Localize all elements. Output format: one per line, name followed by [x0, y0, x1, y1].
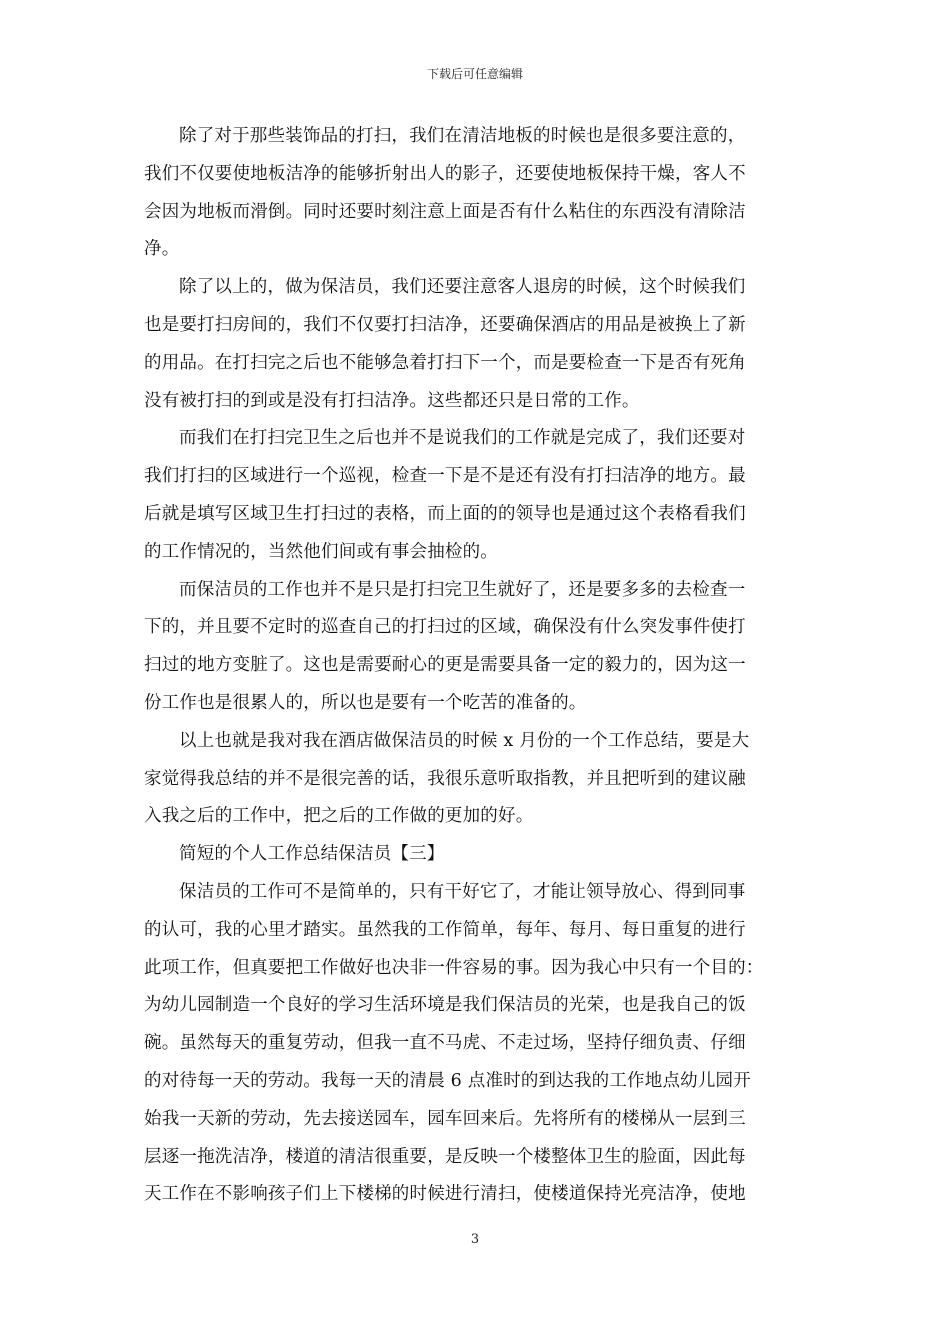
- paragraph-line: 保洁员的工作可不是简单的，只有干好它了，才能让领导放心、得到同事: [179, 881, 746, 902]
- paragraph-5: [144, 723, 810, 836]
- paragraph-line: 此项工作，但真要把工作做好也决非一件容易的事。因为我心中只有一个目的：: [144, 957, 764, 978]
- paragraph-line: 而保洁员的工作也并不是只是打扫完卫生就好了，还是要多多的去检查一: [179, 579, 746, 600]
- paragraph-line: 下的，并且要不定时的巡查自己的打扫过的区域，确保没有什么突发事件使打: [144, 617, 746, 638]
- paragraph-2: [144, 269, 810, 420]
- paragraph-line: 除了对于那些装饰品的打扫，我们在清洁地板的时候也是很多要注意的，: [179, 126, 746, 146]
- paragraph-line: 天工作在不影响孩子们上下楼梯的时候进行清扫，使楼道保持光亮洁净，使地: [144, 1184, 746, 1205]
- paragraph-line: 我们不仅要使地板洁净的能够折射出人的影子，还要使地板保持干燥，客人不: [144, 163, 746, 184]
- paragraph-line: 始我一天新的劳动，先去接送园车，园车回来后。先将所有的楼梯从一层到三: [144, 1108, 746, 1129]
- paragraph-line: 以上也就是我对我在酒店做保洁员的时候 x 月份的一个工作总结，要是大: [179, 730, 750, 751]
- paragraph-line: 没有被打扫的到或是没有打扫洁净。这些都还只是日常的工作。: [144, 390, 640, 411]
- paragraph-line: 而我们在打扫完卫生之后也并不是说我们的工作就是完成了，我们还要对: [179, 428, 746, 449]
- page-header: 下载后可任意编辑: [426, 67, 523, 81]
- paragraph-4: [144, 572, 810, 723]
- paragraph-line: 碗。虽然每天的重复劳动，但我一直不马虎、不走过场，坚持仔细负责、仔细: [144, 1033, 746, 1054]
- paragraph-line: 净。: [144, 239, 180, 260]
- paragraph-line: 份工作也是很累人的，所以也是要有一个吃苦的准备的。: [144, 692, 587, 713]
- paragraph-line: 为幼儿园制造一个良好的学习生活环境是我们保洁员的光荣，也是我自己的饭: [144, 995, 746, 1016]
- page-number: 3: [470, 1232, 480, 1247]
- paragraph-line: 后就是填写区域卫生打扫过的表格，而上面的的领导也是通过这个表格看我们: [144, 503, 746, 524]
- document-body: [144, 118, 810, 1214]
- paragraph-line: 的对待每一天的劳动。我每一天的清晨 6 点准时的到达我的工作地点幼儿园开: [144, 1070, 751, 1091]
- paragraph-line: 也是要打扫房间的，我们不仅要打扫洁净，还要确保酒店的用品是被换上了新: [144, 314, 746, 335]
- paragraph-3: [144, 420, 810, 571]
- paragraph-line: 入我之后的工作中，把之后的工作做的更加的好。: [144, 806, 534, 827]
- paragraph-6: [144, 874, 810, 1214]
- paragraph-line: 层逐一拖洗洁净，楼道的清洁很重要，是反映一个楼整体卫生的脸面，因此每: [144, 1146, 746, 1167]
- paragraph-line: 我们打扫的区域进行一个巡视，检查一下是不是还有没有打扫洁净的地方。最: [144, 466, 746, 487]
- paragraph-1: [144, 118, 810, 269]
- section-heading: 简短的个人工作总结保洁员【三】: [179, 844, 445, 865]
- paragraph-line: 除了以上的，做为保洁员，我们还要注意客人退房的时候，这个时候我们: [179, 277, 746, 298]
- paragraph-line: 扫过的地方变脏了。这也是需要耐心的更是需要具备一定的毅力的，因为这一: [144, 655, 746, 676]
- paragraph-line: 的认可，我的心里才踏实。虽然我的工作简单，每年、每月、每日重复的进行: [144, 919, 746, 940]
- paragraph-line: 的用品。在打扫完之后也不能够急着打扫下一个，而是要检查一下是否有死角: [144, 352, 746, 373]
- paragraph-line: 会因为地板而滑倒。同时还要时刻注意上面是否有什么粘住的东西没有清除洁: [144, 201, 746, 222]
- paragraph-line: 的工作情况的，当然他们间或有事会抽检的。: [144, 541, 498, 562]
- paragraph-line: 家觉得我总结的并不是很完善的话，我很乐意听取指教，并且把听到的建议融: [144, 768, 746, 789]
